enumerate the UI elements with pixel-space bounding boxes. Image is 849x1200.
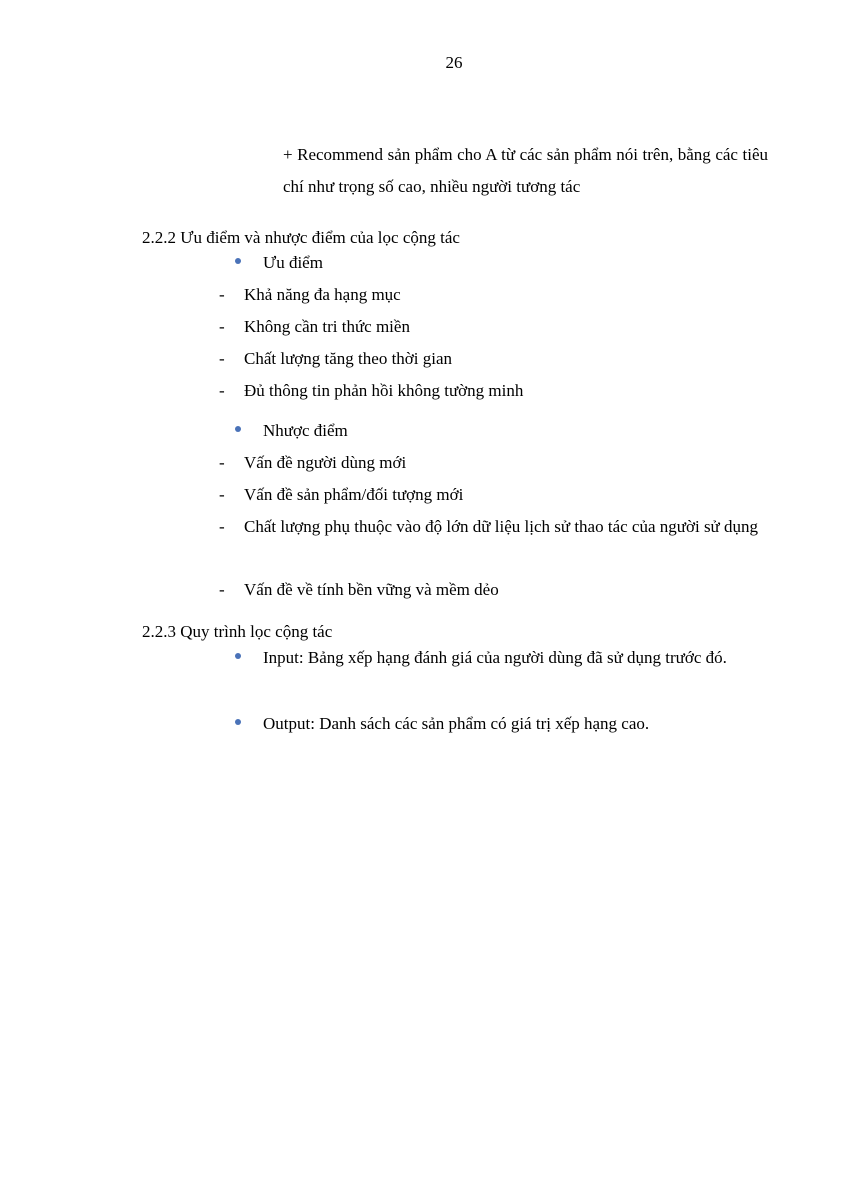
advantage-item: Đủ thông tin phản hồi không tường minh (244, 381, 524, 400)
bullet-dot-icon (235, 719, 241, 725)
dash-marker: - (219, 453, 225, 472)
disadvantage-item: Vấn đề sản phẩm/đối tượng mới (244, 485, 464, 504)
dash-marker: - (219, 381, 225, 400)
bullet-dot-icon (235, 653, 241, 659)
section-heading-2-2-2: 2.2.2 Ưu điểm và nhược điểm của lọc cộng tác (142, 228, 460, 247)
advantage-item: Chất lượng tăng theo thời gian (244, 349, 453, 368)
continuation-paragraph: + Recommend sản phẩm cho A từ các sản phẩm nói trên, bằng các tiêu chí như trọng số cao, nhiều người tương tác (283, 145, 768, 196)
process-input-item: Input: Bảng xếp hạng đánh giá của người dùng đã sử dụng trước đó. (263, 648, 727, 667)
disadvantage-item: Vấn đề người dùng mới (244, 453, 407, 472)
advantages-label: Ưu điểm (263, 253, 323, 272)
dash-marker: - (219, 517, 225, 536)
disadvantage-item: Vấn đề về tính bền vững và mềm dẻo (244, 580, 499, 599)
page-number: 26 (445, 53, 463, 72)
section-heading-2-2-3: 2.2.3 Quy trình lọc cộng tác (142, 622, 333, 641)
dash-marker: - (219, 485, 225, 504)
advantage-item: Không cần tri thức miền (244, 317, 410, 336)
advantage-item: Khả năng đa hạng mục (244, 285, 401, 304)
dash-marker: - (219, 580, 225, 599)
dash-marker: - (219, 285, 225, 304)
bullet-dot-icon (235, 426, 241, 432)
bullet-dot-icon (235, 258, 241, 264)
dash-marker: - (219, 317, 225, 336)
disadvantages-label: Nhược điểm (263, 421, 348, 440)
disadvantage-item: Chất lượng phụ thuộc vào độ lớn dữ liệu lịch sử thao tác của người sử dụng (244, 517, 759, 536)
process-output-item: Output: Danh sách các sản phẩm có giá trị xếp hạng cao. (263, 714, 650, 733)
dash-marker: - (219, 349, 225, 368)
